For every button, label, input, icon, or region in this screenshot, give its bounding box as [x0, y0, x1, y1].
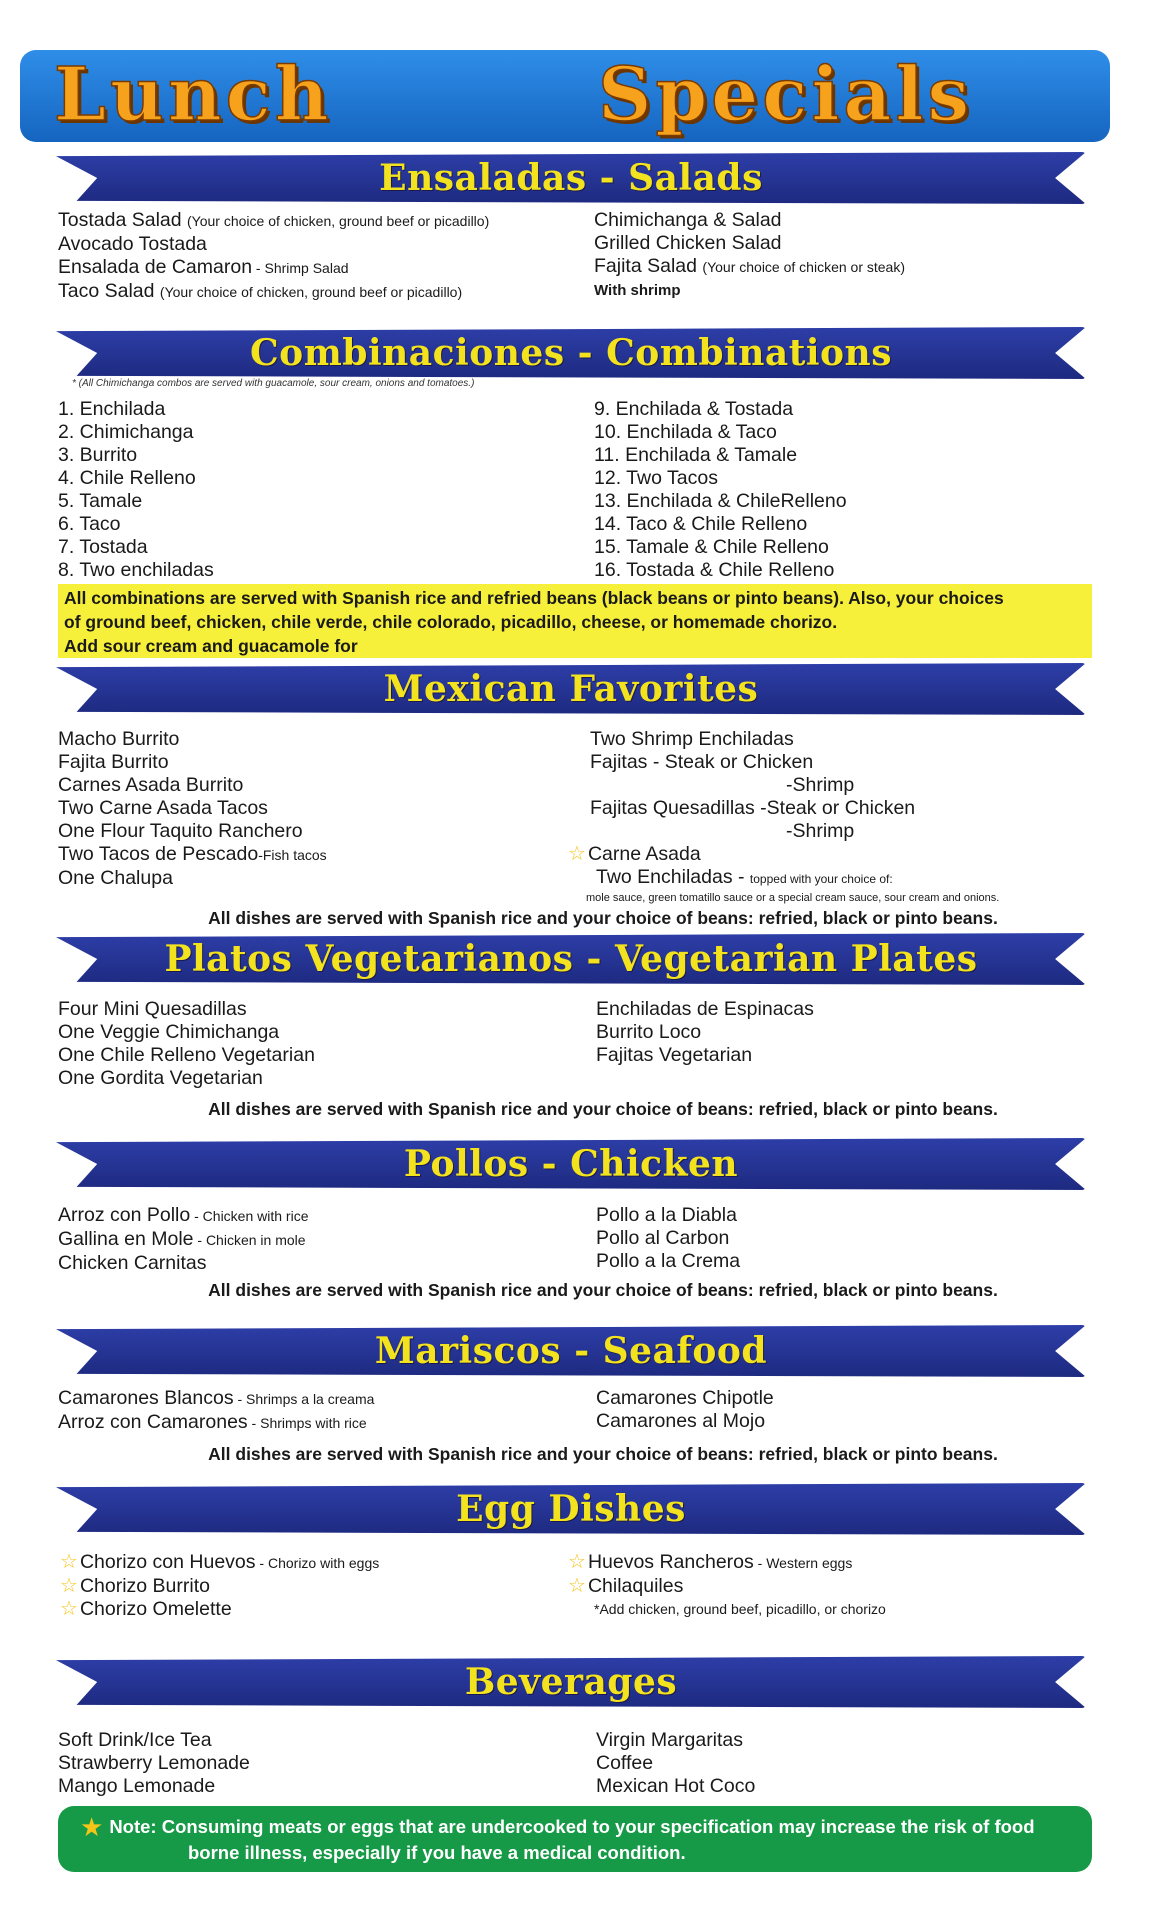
- list-item: 16. Tostada & Chile Relleno: [594, 559, 835, 581]
- beverages-right: [596, 1729, 1116, 1798]
- combinations-right: [594, 398, 1114, 582]
- list-item: Ensalada de Camaron - Shrimp Salad: [58, 256, 349, 278]
- banner-eggs: [56, 1483, 1086, 1535]
- list-item: One Chile Relleno Vegetarian: [58, 1044, 315, 1066]
- chicken-left: [58, 1204, 578, 1275]
- list-item: 4. Chile Relleno: [58, 467, 196, 489]
- served-note: All dishes are served with Spanish rice and your choice of beans: refried, black or pinto beans.: [208, 1280, 998, 1300]
- served-note: All dishes are served with Spanish rice and your choice of beans: refried, black or pinto beans.: [208, 1099, 998, 1119]
- list-item: Arroz con Camarones - Shrimps with rice: [58, 1411, 367, 1433]
- title-specials: Specials: [598, 52, 974, 138]
- list-item: -Shrimp: [786, 774, 855, 796]
- star-icon: ☆: [60, 1598, 78, 1620]
- list-item: Carnes Asada Burrito: [58, 774, 244, 796]
- list-item: 15. Tamale & Chile Relleno: [594, 536, 829, 558]
- salads-left: [58, 209, 578, 304]
- list-item: Macho Burrito: [58, 728, 180, 750]
- star-icon: ☆: [60, 1551, 78, 1573]
- title-bar: [20, 50, 1110, 142]
- heading-vegetarian: Platos Vegetarianos - Vegetarian Plates: [164, 938, 978, 980]
- salads-right: [594, 209, 1114, 302]
- star-icon: ☆: [60, 1575, 78, 1597]
- list-item: Pollo a la Diabla: [596, 1204, 737, 1226]
- list-item: Chicken Carnitas: [58, 1252, 207, 1274]
- banner-seafood: [56, 1325, 1086, 1377]
- list-item: Mexican Hot Coco: [596, 1775, 756, 1797]
- list-item: One Flour Taquito Ranchero: [58, 820, 303, 842]
- list-item: Pollo a la Crema: [596, 1250, 741, 1272]
- list-item: Grilled Chicken Salad: [594, 232, 782, 254]
- list-item: Taco Salad (Your choice of chicken, ground beef or picadillo): [58, 280, 463, 302]
- list-item: Avocado Tostada: [58, 233, 207, 255]
- list-item-note: mole sauce, green tomatillo sauce or a special cream sauce, sour cream and onions.: [586, 892, 1000, 904]
- list-item: Coffee: [596, 1752, 654, 1774]
- list-item: With shrimp: [594, 282, 681, 299]
- list-item: 2. Chimichanga: [58, 421, 194, 443]
- list-item: Strawberry Lemonade: [58, 1752, 250, 1774]
- list-item: Chimichanga & Salad: [594, 209, 782, 231]
- list-item: Pollo al Carbon: [596, 1227, 730, 1249]
- star-icon: ☆: [568, 1575, 586, 1597]
- list-item: Soft Drink/Ice Tea: [58, 1729, 212, 1751]
- list-item: Tostada Salad (Your choice of chicken, ground beef or picadillo): [58, 209, 490, 231]
- list-item: Two Carne Asada Tacos: [58, 797, 268, 819]
- list-item: 9. Enchilada & Tostada: [594, 398, 794, 420]
- list-item: ☆ Chorizo con Huevos - Chorizo with eggs: [60, 1551, 380, 1573]
- list-item: One Veggie Chimichanga: [58, 1021, 280, 1043]
- seafood-left: [58, 1387, 578, 1435]
- banner-favorites: [56, 663, 1086, 715]
- banner-vegetarian: [56, 933, 1086, 985]
- heading-favorites: Mexican Favorites: [383, 668, 759, 710]
- served-note: All dishes are served with Spanish rice and your choice of beans: refried, black or pinto beans.: [208, 908, 998, 928]
- banner-combinations: [56, 327, 1086, 379]
- list-item: 5. Tamale: [58, 490, 143, 512]
- list-item: ☆ Huevos Rancheros - Western eggs: [568, 1551, 853, 1573]
- list-item: Fajita Salad (Your choice of chicken or steak): [594, 255, 905, 277]
- list-item: Enchiladas de Espinacas: [596, 998, 814, 1020]
- heading-chicken: Pollos - Chicken: [403, 1143, 739, 1185]
- list-item: -Shrimp: [786, 820, 855, 842]
- chicken-right: [596, 1204, 1116, 1273]
- eggs-right: [568, 1551, 1088, 1621]
- list-item: ☆ Chorizo Burrito: [60, 1575, 210, 1597]
- list-item: 12. Two Tacos: [594, 467, 718, 489]
- vegetarian-right: [596, 998, 1116, 1067]
- list-item: 7. Tostada: [58, 536, 148, 558]
- list-item: ☆ Carne Asada: [568, 843, 701, 865]
- note-line-1: ★ Note: Consuming meats or eggs that are undercooked to your specification may increase the risk of food: [80, 1812, 1035, 1842]
- list-item: Fajitas - Steak or Chicken: [590, 751, 814, 773]
- banner-salads: [56, 152, 1086, 204]
- list-item: Fajitas Vegetarian: [596, 1044, 753, 1066]
- heading-salads: Ensaladas - Salads: [379, 157, 763, 199]
- banner-chicken: [56, 1138, 1086, 1190]
- list-item: Camarones Chipotle: [596, 1387, 774, 1409]
- combo-note: * (All Chimichanga combos are served with guacamole, sour cream, onions and tomatoes.): [72, 378, 475, 389]
- star-icon: ★: [80, 1812, 104, 1842]
- list-item: ☆ Chilaquiles: [568, 1575, 684, 1597]
- list-item: 6. Taco: [58, 513, 121, 535]
- list-item: Camarones al Mojo: [596, 1410, 766, 1432]
- vegetarian-left: [58, 998, 578, 1090]
- list-item: One Chalupa: [58, 867, 173, 889]
- combinations-left: [58, 398, 578, 582]
- served-note: All dishes are served with Spanish rice and your choice of beans: refried, black or pinto beans.: [208, 1444, 998, 1464]
- list-item: Fajitas Quesadillas -Steak or Chicken: [590, 797, 916, 819]
- list-item: 10. Enchilada & Taco: [594, 421, 777, 443]
- list-item: Two Tacos de Pescado-Fish tacos: [58, 843, 327, 865]
- list-item: 8. Two enchiladas: [58, 559, 214, 581]
- list-item: Gallina en Mole - Chicken in mole: [58, 1228, 306, 1250]
- list-item: Arroz con Pollo - Chicken with rice: [58, 1204, 309, 1226]
- favorites-left: [58, 728, 578, 890]
- list-item: Virgin Margaritas: [596, 1729, 744, 1751]
- list-item: Fajita Burrito: [58, 751, 169, 773]
- list-item: ☆ Chorizo Omelette: [60, 1598, 232, 1620]
- heading-combinations: Combinaciones - Combinations: [250, 332, 892, 374]
- title-lunch: Lunch: [54, 52, 333, 138]
- banner-beverages: [56, 1656, 1086, 1708]
- list-item: 1. Enchilada: [58, 398, 166, 420]
- star-icon: ☆: [568, 843, 586, 865]
- list-item: One Gordita Vegetarian: [58, 1067, 263, 1089]
- heading-seafood: Mariscos - Seafood: [374, 1330, 768, 1372]
- list-item: 11. Enchilada & Tamale: [594, 444, 798, 466]
- eggs-note: *Add chicken, ground beef, picadillo, or chorizo: [594, 1601, 886, 1617]
- list-item: Camarones Blancos - Shrimps a la creama: [58, 1387, 375, 1409]
- heading-eggs: Egg Dishes: [456, 1488, 686, 1530]
- list-item: 3. Burrito: [58, 444, 138, 466]
- list-item: Burrito Loco: [596, 1021, 702, 1043]
- beverages-left: [58, 1729, 578, 1798]
- note-line-2: borne illness, especially if you have a medical condition.: [188, 1842, 686, 1863]
- seafood-right: [596, 1387, 1116, 1433]
- heading-beverages: Beverages: [464, 1661, 678, 1703]
- list-item: 14. Taco & Chile Relleno: [594, 513, 808, 535]
- star-icon: ☆: [568, 1551, 586, 1573]
- eggs-left: [60, 1551, 580, 1621]
- list-item: Two Enchiladas - topped with your choice of:: [596, 866, 893, 888]
- food-safety-note: [58, 1806, 1092, 1872]
- list-item: Two Shrimp Enchiladas: [590, 728, 794, 750]
- combinations-highlight: All combinations are served with Spanish rice and refried beans (black beans or pinto beans). Also, your choices of ground beef, chicken, chile verde, chile colorado, picadillo, cheese, or homemade chorizo. Add sour cream and guacamole for: [58, 584, 1092, 658]
- list-item: Four Mini Quesadillas: [58, 998, 247, 1020]
- favorites-right: [568, 728, 1130, 905]
- list-item: 13. Enchilada & ChileRelleno: [594, 490, 847, 512]
- list-item: Mango Lemonade: [58, 1775, 216, 1797]
